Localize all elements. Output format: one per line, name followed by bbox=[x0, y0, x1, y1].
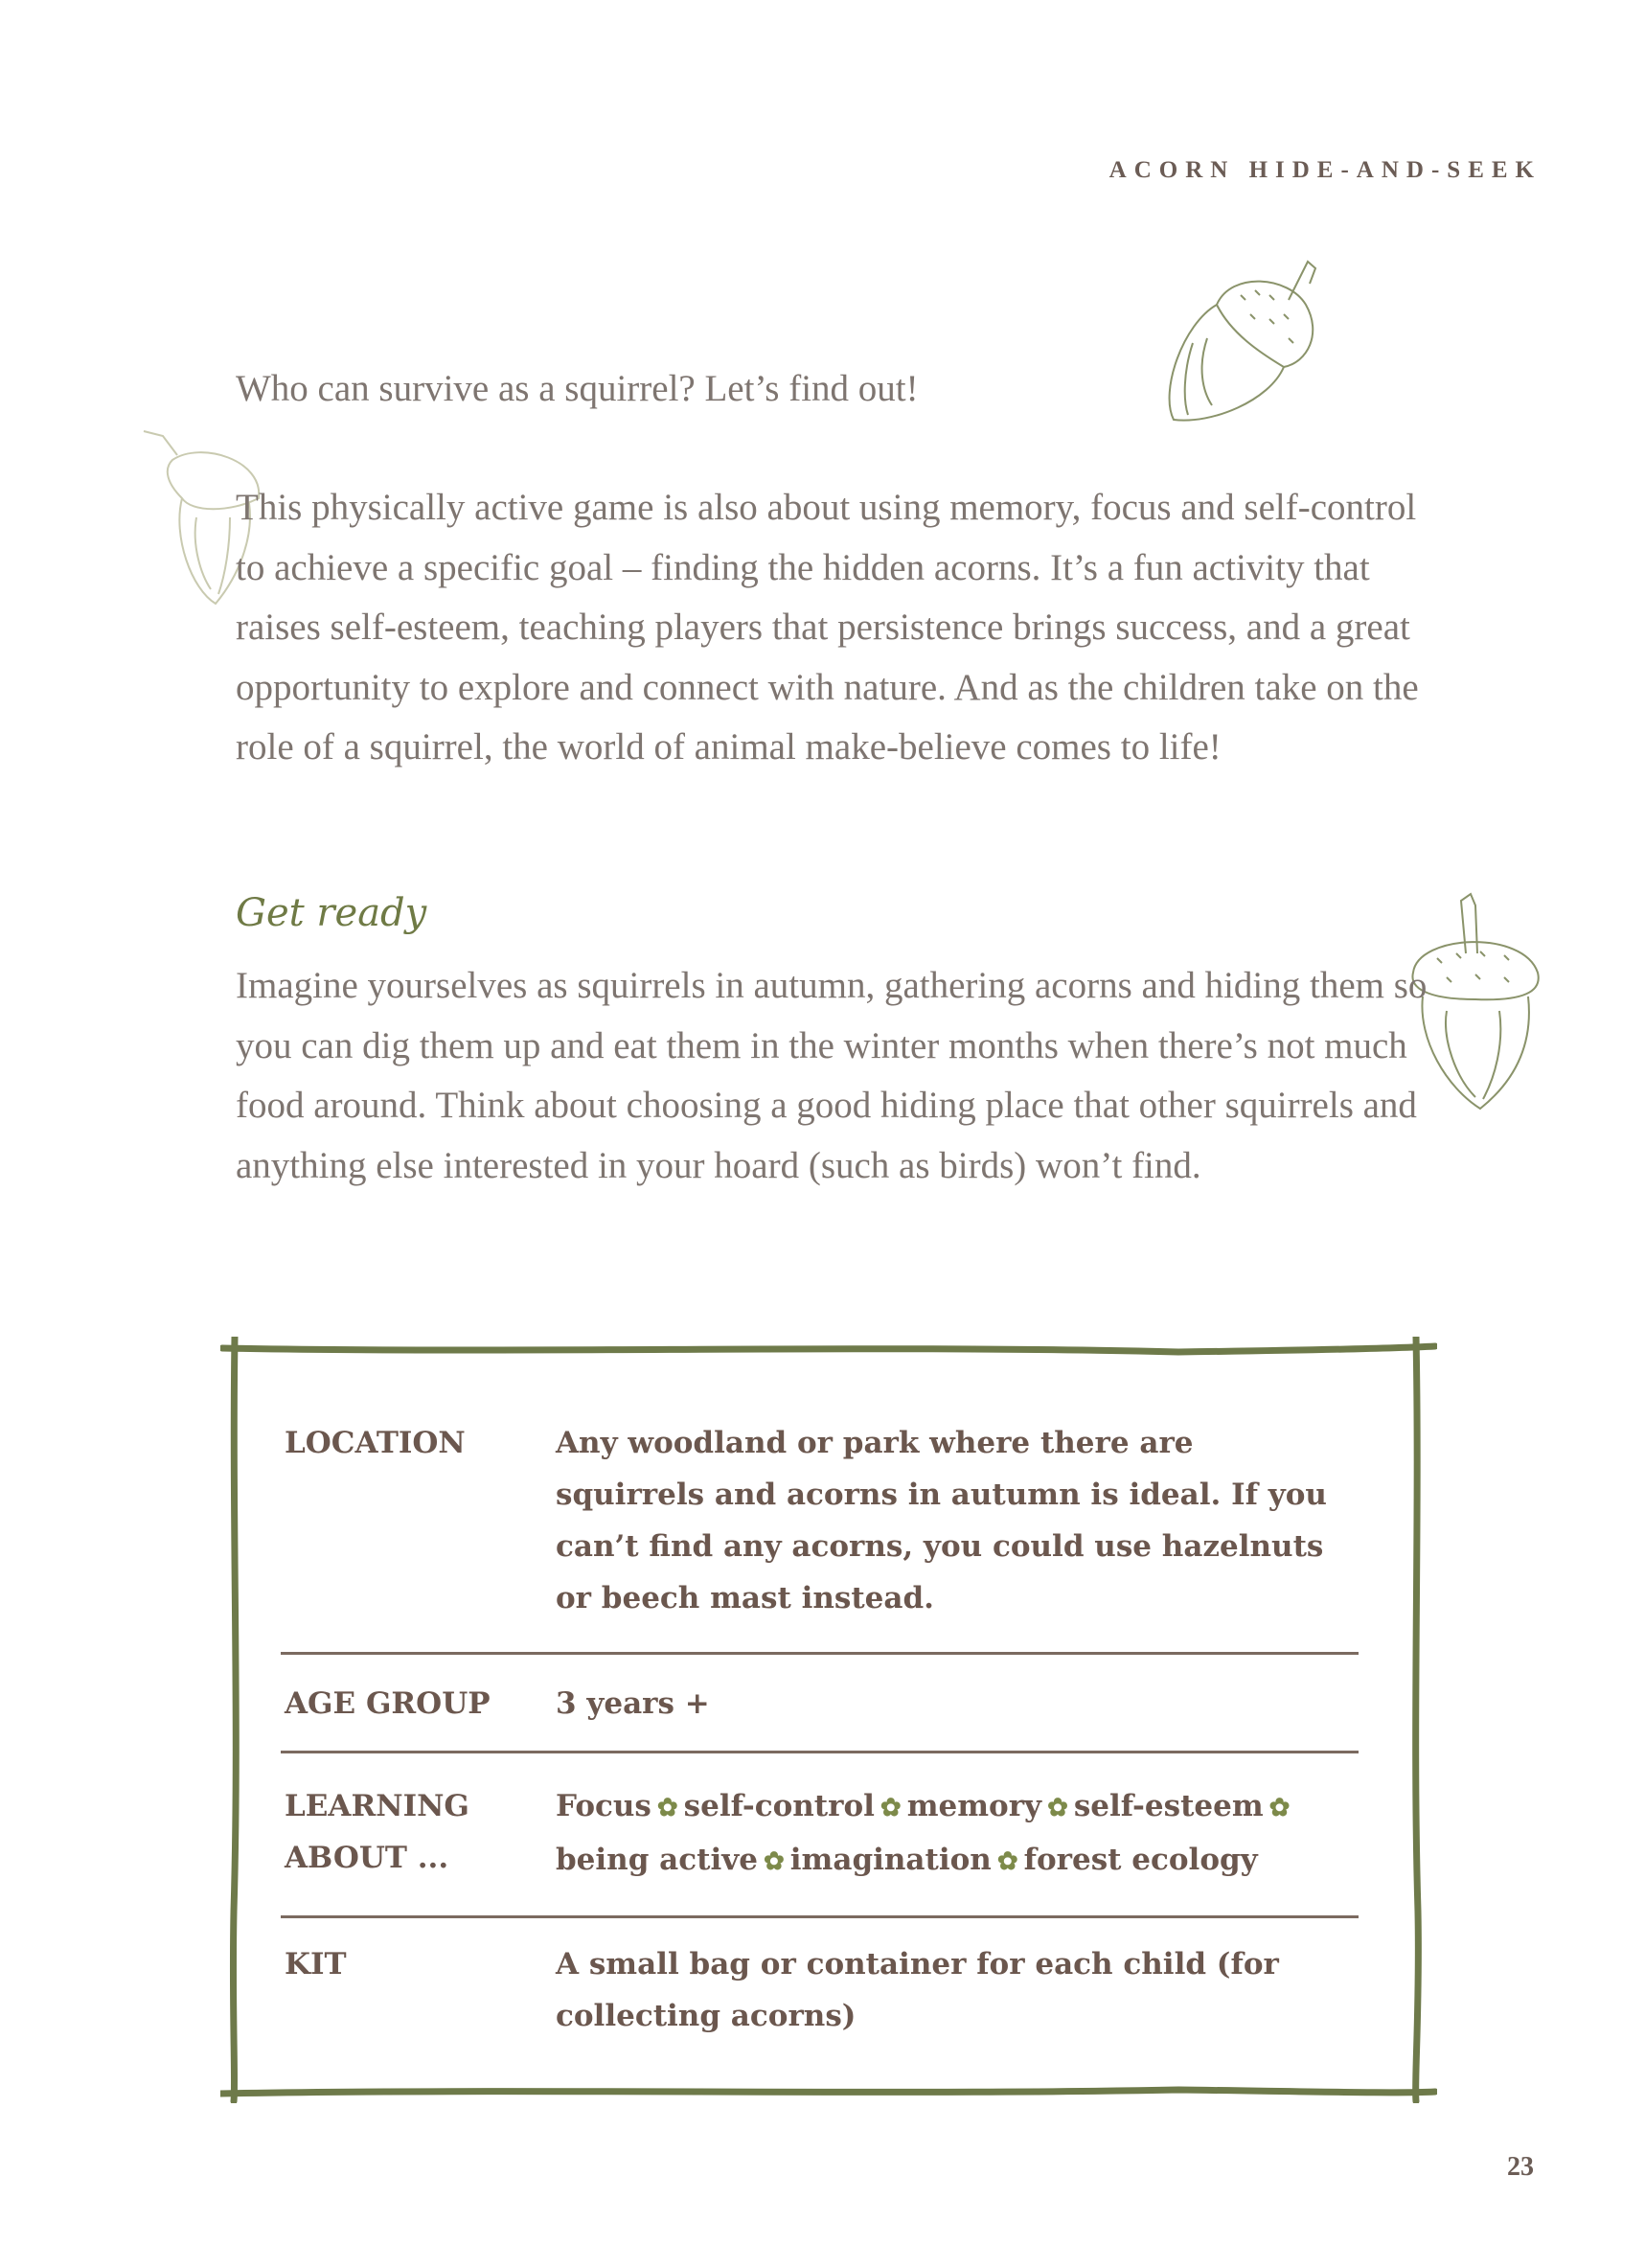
flower-bullet-icon: ✿ bbox=[1047, 1794, 1068, 1822]
location-value: Any woodland or park where there are squirrels and acorns in autumn is ideal. If you can’t find any acorns, you could use hazelnuts or beech mast instead. bbox=[556, 1426, 1327, 1615]
description-paragraph: This physically active game is also about using memory, focus and self-control to achieve a specific goal – finding the hidden acorns. It’s a fun activity that raises self-esteem, teaching players that persistence brings success, and a great opportunity to explore and connect with nature. And as the children take on the role of a squirrel, the world of animal make-believe comes to life! bbox=[236, 487, 1419, 767]
kit-label: KIT bbox=[285, 1947, 347, 1982]
learning-item: being active bbox=[556, 1843, 758, 1877]
learning-item: memory bbox=[906, 1789, 1042, 1823]
learning-label-line2: ABOUT ... bbox=[285, 1841, 449, 1875]
learning-item: Focus bbox=[556, 1789, 651, 1823]
learning-item: self-esteem bbox=[1073, 1789, 1264, 1823]
learning-item: self-control bbox=[683, 1789, 875, 1823]
flower-bullet-icon: ✿ bbox=[880, 1794, 902, 1822]
get-ready-text: Imagine yourselves as squirrels in autumn, gathering acorns and hiding them so you can dig them up and eat them in the winter months when there’s not much food around. Think about choosing a good hiding place that other squirrels and anything else interested in your hoard (such as birds) won’t find. bbox=[236, 965, 1428, 1186]
learning-label-line1: LEARNING bbox=[285, 1789, 469, 1823]
learning-item: imagination bbox=[789, 1843, 992, 1877]
location-label: LOCATION bbox=[285, 1426, 466, 1460]
flower-bullet-icon: ✿ bbox=[996, 1847, 1018, 1876]
learning-label bbox=[285, 1780, 534, 1884]
kit-value: A small bag or container for each child (for collecting acorns) bbox=[556, 1947, 1279, 2033]
divider bbox=[281, 1751, 1359, 1753]
divider bbox=[281, 1652, 1359, 1655]
page-number: 23 bbox=[1507, 2152, 1534, 2182]
age-group-value: 3 years + bbox=[556, 1686, 710, 1721]
flower-bullet-icon: ✿ bbox=[656, 1794, 678, 1822]
flower-bullet-icon: ✿ bbox=[763, 1847, 785, 1876]
age-group-label: AGE GROUP bbox=[285, 1686, 491, 1721]
learning-values bbox=[556, 1780, 1341, 1888]
learning-item: forest ecology bbox=[1023, 1843, 1258, 1877]
divider bbox=[281, 1915, 1359, 1918]
flower-bullet-icon: ✿ bbox=[1268, 1794, 1291, 1822]
running-title: ACORN HIDE-AND-SEEK bbox=[1108, 157, 1542, 183]
intro-line: Who can survive as a squirrel? Let’s find out! bbox=[236, 368, 919, 409]
get-ready-heading: Get ready bbox=[236, 891, 427, 935]
